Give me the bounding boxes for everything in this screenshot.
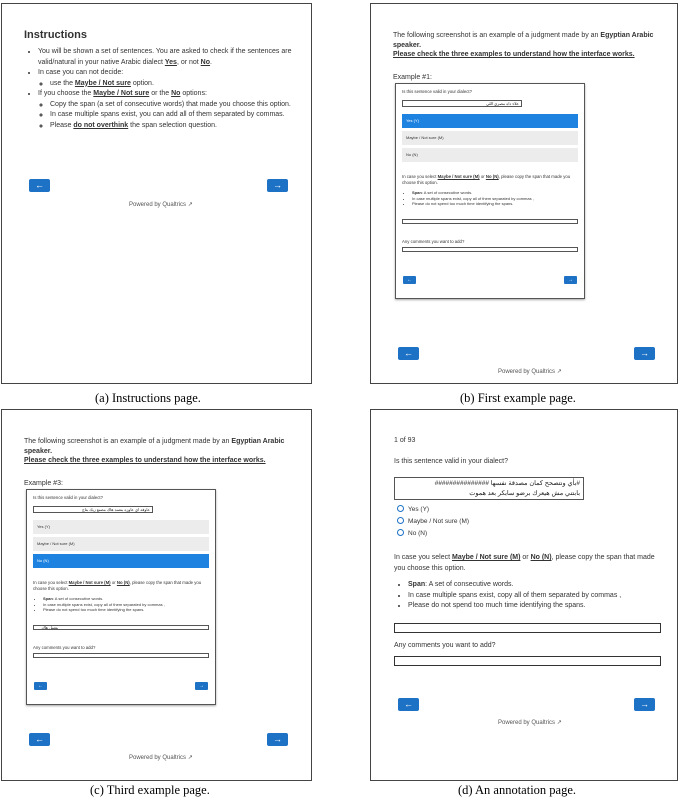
instructions-page [1, 3, 312, 384]
example-screenshot [395, 83, 585, 299]
mini-back-button: ← [34, 682, 47, 690]
span-input[interactable] [394, 623, 661, 633]
sentence-line-2: بابتني مش هيعرك برضو سابكر بعد هموت [469, 490, 580, 497]
sentence-box: عاوفه اي عاوزه بنعمد هاك مصنع زيك بتاع [33, 506, 153, 513]
question-text: Is this sentence valid in your dialect? [33, 495, 103, 500]
example-screenshot [26, 489, 216, 705]
list-item: • Please do not spend too much time identifying the spans. [43, 607, 209, 613]
list-item: • Please do not spend too much time identifying the spans. [412, 201, 578, 207]
radio-yes[interactable]: Yes (Y) [397, 505, 429, 513]
back-button[interactable]: ← [398, 347, 419, 360]
sentence-box [394, 477, 584, 500]
annotation-page [370, 409, 678, 781]
option-yes: Yes (Y) [33, 520, 209, 534]
mini-next-button: → [564, 276, 577, 284]
instruction-subitem: ◦ In case multiple spans exist, you can add all of them separated by commas. [50, 110, 298, 121]
next-button[interactable]: → [267, 179, 288, 192]
caption-a: (a) Instructions page. [95, 391, 201, 405]
first-example-page [370, 3, 678, 384]
question-text: Is this sentence valid in your dialect? [402, 89, 472, 94]
next-button[interactable]: → [634, 698, 655, 711]
powered-by-qualtrics[interactable]: Powered by Qualtrics ↗ [129, 755, 193, 761]
comments-label: Any comments you want to add? [33, 645, 96, 650]
list-item: • In case multiple spans exist, copy all of them separated by commas , [412, 196, 578, 202]
span-rules [399, 580, 659, 612]
span-rules [406, 190, 578, 207]
comments-input [33, 653, 209, 658]
powered-by-qualtrics[interactable]: Powered by Qualtrics ↗ [498, 720, 562, 726]
list-item: • Span: A set of consecutive words. [43, 596, 209, 602]
radio-maybe[interactable]: Maybe / Not sure (M) [397, 517, 469, 525]
span-instruction: In case you select Maybe / Not sure (M) or No (N), please copy the span that made you choose this option. [394, 554, 655, 572]
instruction-subitem: ◦ use the Maybe / Not sure option. [50, 79, 298, 90]
next-button[interactable]: → [267, 733, 288, 746]
back-button[interactable]: ← [29, 179, 50, 192]
powered-by-qualtrics[interactable]: Powered by Qualtrics ↗ [498, 369, 562, 375]
list-item: • Span: A set of consecutive words. [408, 580, 659, 591]
option-maybe: Maybe / Not sure (M) [402, 131, 578, 145]
caption-d: (d) An annotation page. [458, 783, 577, 797]
example-label: Example #1: [393, 74, 432, 81]
caption-b: (b) First example page. [460, 391, 576, 405]
caption-c: (c) Third example page. [90, 783, 210, 797]
instructions-list [28, 47, 298, 131]
instruction-subitem: ◦ Please do not overthink the span selection question. [50, 121, 298, 132]
list-item: • Span: A set of consecutive words. [412, 190, 578, 196]
span-instruction: In case you select Maybe / Not sure (M) or No (N), please copy the span that made you choose this option. [402, 174, 571, 185]
option-maybe: Maybe / Not sure (M) [33, 537, 209, 551]
back-button[interactable]: ← [398, 698, 419, 711]
example-label: Example #3: [24, 480, 63, 487]
radio-no[interactable]: No (N) [397, 529, 427, 537]
option-yes: Yes (Y) [402, 114, 578, 128]
instruction-subitem: ◦ Copy the span (a set of consecutive words) that made you choose this option. [50, 100, 298, 111]
comments-input [402, 247, 578, 252]
mini-next-button: → [195, 682, 208, 690]
span-input [402, 219, 578, 224]
powered-by-qualtrics[interactable]: Powered by Qualtrics ↗ [129, 202, 193, 208]
option-no: No (N) [33, 554, 209, 568]
third-example-page [1, 409, 312, 781]
span-input: بتعمل هاك [33, 625, 209, 630]
example-intro: The following screenshot is an example of a judgment made by an Egyptian Arabic speaker. Please check the three examples to understand how the interface works. [24, 438, 285, 464]
progress-counter: 1 of 93 [394, 437, 416, 444]
instruction-item: • You will be shown a set of sentences. You are asked to check if the sentences are valid/natural in your native Arabic dialect Yes, or not No. [38, 47, 298, 68]
list-item: • In case multiple spans exist, copy all of them separated by commas , [43, 602, 209, 608]
mini-back-button: ← [403, 276, 416, 284]
instruction-item: • If you choose the Maybe / Not sure or the No options: ◦ Copy the span (a set of consecutive words) that made you choose this option. ◦ In case multiple spans exist, you can add all of them separated by commas. ◦ Please do not overthink the span selection question. [38, 89, 298, 131]
next-button[interactable]: → [634, 347, 655, 360]
radio-circle-icon [397, 505, 404, 512]
span-instruction: In case you select Maybe / Not sure (M) or No (N), please copy the span that made you choose this option. [33, 580, 202, 591]
list-item: • In case multiple spans exist, copy all of them separated by commas , [408, 591, 659, 602]
comments-label: Any comments you want to add? [394, 642, 496, 649]
example-intro: The following screenshot is an example of a judgment made by an Egyptian Arabic speaker. Please check the three examples to understand how the interface works. [393, 32, 654, 58]
sentence-line-1: #بأي ونتصحح كمان مصدقة نفسها ############### [434, 480, 580, 487]
instructions-title: Instructions [24, 29, 87, 41]
option-no: No (N) [402, 148, 578, 162]
comments-label: Any comments you want to add? [402, 239, 465, 244]
question-text: Is this sentence valid in your dialect? [394, 458, 509, 465]
sentence-box: علاء داه مصري اللي [402, 100, 522, 107]
list-item: • Please do not spend too much time identifying the spans. [408, 601, 659, 612]
radio-circle-icon [397, 529, 404, 536]
back-button[interactable]: ← [29, 733, 50, 746]
span-rules [37, 596, 209, 613]
comments-input[interactable] [394, 656, 661, 666]
radio-circle-icon [397, 517, 404, 524]
instruction-item: • In case you can not decide: ◦ use the Maybe / Not sure option. [38, 68, 298, 89]
